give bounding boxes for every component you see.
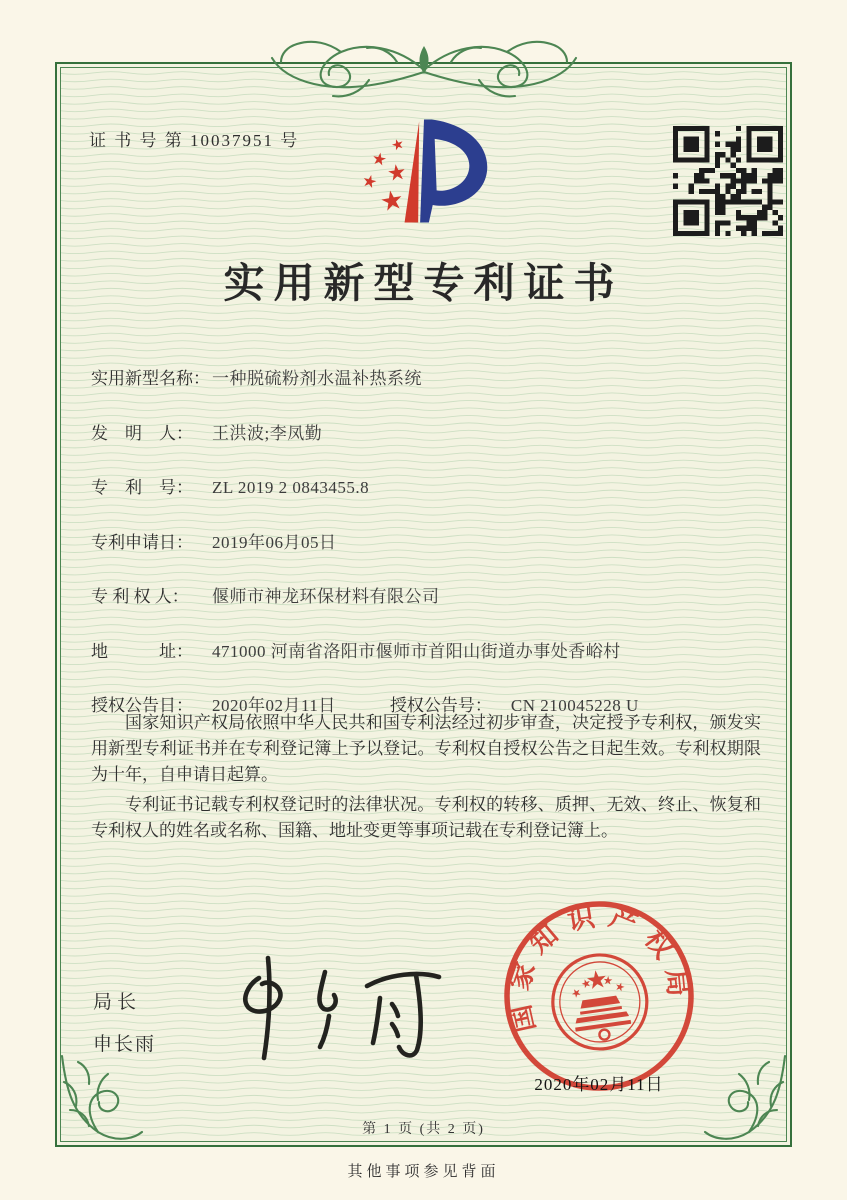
- info-row: [91, 419, 763, 444]
- handwritten-signature: [219, 946, 454, 1068]
- field-label: 专 利 权 人：: [91, 587, 189, 606]
- field-value: 偃师市神龙环保材料有限公司: [212, 587, 440, 606]
- certificate-border: [55, 62, 792, 1147]
- legal-paragraph: 国家知识产权局依照中华人民共和国专利法经过初步审查，决定授予专利权，颁发实用新型专利证书并在专利登记簿上予以登记。专利权自授权公告之日起生效。专利权期限为十年，自申请日起算。: [91, 713, 761, 784]
- field-label: 授权公告号：: [389, 696, 492, 715]
- commissioner-label: 局长: [93, 992, 142, 1013]
- field-label: 发 明 人：: [91, 423, 193, 443]
- back-side-note: 其他事项参见背面: [347, 1164, 500, 1180]
- legal-paragraphs: [91, 710, 761, 848]
- logo-blue-p-shape: [420, 119, 487, 222]
- info-row: [91, 364, 763, 389]
- certificate-inner-border: [60, 67, 787, 1142]
- field-label: 专利申请日：: [91, 532, 193, 552]
- field-value: 王洪波;李凤勤: [212, 423, 323, 443]
- national-emblem-icon: [547, 949, 653, 1055]
- certificate-number: 证 书 号 第 10037951 号: [89, 131, 300, 150]
- page-number: 第 1 页 (共 2 页): [362, 1122, 485, 1137]
- cnipa-logo-icon: [336, 102, 512, 238]
- field-value: 2019年06月05日: [212, 532, 337, 552]
- field-label: 实用新型名称：: [91, 369, 210, 388]
- field-value: 一种脱硫粉剂水温补热系统: [212, 369, 422, 388]
- svg-text:国家知识产权局: [499, 896, 696, 1035]
- certificate-title: 实用新型专利证书: [223, 260, 624, 306]
- field-label: 授权公告日：: [91, 696, 193, 715]
- field-value: CN 210045228 U: [510, 696, 639, 715]
- info-rows: [91, 364, 763, 746]
- logo-stars: [361, 137, 405, 211]
- field-label: 专 利 号：: [91, 478, 193, 497]
- info-row: [91, 582, 763, 607]
- field-value: 471000 河南省洛阳市偃师市首阳山街道办事处香峪村: [212, 641, 621, 661]
- field-label: 地 址：: [91, 641, 193, 661]
- commissioner-name: 申长雨: [93, 1034, 157, 1055]
- seal-date: 2020年02月11日: [534, 1075, 664, 1094]
- field-value: ZL 2019 2 0843455.8: [212, 478, 370, 497]
- logo-red-wedge: [404, 121, 419, 222]
- info-row: [91, 528, 763, 553]
- info-row: [91, 473, 763, 498]
- info-row: [91, 637, 763, 662]
- qr-code: [673, 126, 783, 236]
- seal-text: 国家知识产权局: [503, 900, 695, 1035]
- field-value: 2020年02月11日: [212, 696, 336, 715]
- official-seal: [499, 896, 699, 1096]
- legal-paragraph: 专利证书记载专利权登记时的法律状况。专利权的转移、质押、无效、终止、恢复和专利权人的姓名或名称、国籍、地址变更等事项记载在专利登记簿上。: [91, 795, 761, 840]
